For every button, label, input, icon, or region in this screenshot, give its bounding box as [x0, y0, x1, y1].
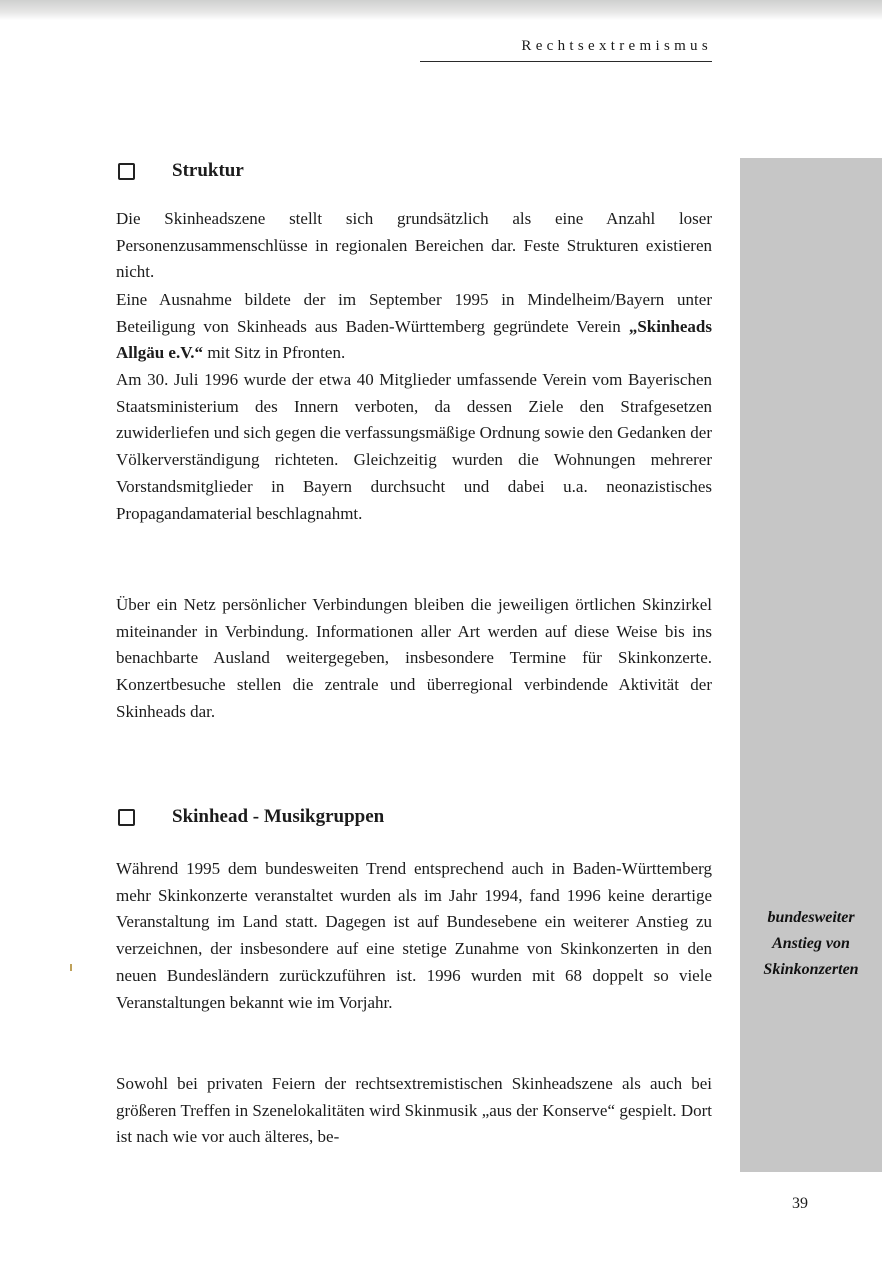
checkbox-bullet-icon — [118, 163, 135, 180]
margin-note-line: bundesweiter — [767, 909, 855, 926]
page-number: 39 — [792, 1195, 808, 1212]
paragraph: Die Skinheadszene stellt sich grundsätzlich als eine Anzahl loser Personenzusammenschlüsse in regionalen Bereichen dar. Feste Strukturen existieren nicht. — [116, 209, 712, 282]
paragraph: Am 30. Juli 1996 wurde der etwa 40 Mitglieder umfassende Verein vom Bayerischen Staatsministerium des Innern verboten, da dessen Ziele den Strafgesetzen zuwiderliefen und sich gegen die verfassungsmäßige Ordnung sowie den Gedanken der Völkerverständigung richteten. Gleichzeitig wurden die Wohnungen mehrerer Vorstandsmitglieder in Bayern durchsucht und dabei u.a. neonazistisches Propagandamaterial beschlagnahmt. — [116, 370, 712, 523]
margin-note-line: Skinkonzerten — [763, 961, 859, 978]
association-name: „Skinheads Allgäu e.V.“ — [116, 316, 712, 363]
section-heading-text: Struktur — [172, 160, 244, 181]
section-heading-struktur — [118, 158, 244, 184]
paragraph: Über ein Netz persönlicher Verbindungen bleiben die jeweiligen örtlichen Skinzirkel miteinander in Verbindung. Informationen aller Art werden auf diese Weise bis ins benachbarte Ausland weitergegeben, insbesondere Termine für Skinkonzerte. Konzertbesuche stellen die zentrale und überregional verbindende Aktivität der Skinheads dar. — [116, 595, 712, 721]
running-head: Rechtsextremismus — [420, 38, 712, 62]
scan-artifact — [70, 964, 72, 971]
section-heading-text: Skinhead - Musikgruppen — [172, 806, 385, 827]
margin-column — [740, 158, 882, 1172]
checkbox-bullet-icon — [118, 809, 135, 826]
paragraph — [116, 287, 712, 367]
scan-top-shadow — [0, 0, 882, 20]
paragraph-text: mit Sitz in Pfronten. — [203, 343, 346, 363]
margin-note-line: Anstieg von — [772, 935, 850, 952]
paragraph: Während 1995 dem bundesweiten Trend entsprechend auch in Baden-Württemberg mehr Skinkonzerte veranstaltet wurden als im Jahr 1994, fand 1996 keine derartige Veranstaltung im Land statt. Dagegen ist auf Bundesebene ein weiterer Anstieg zu verzeichnen, der insbesondere auf eine stetige Zunahme von Skinkonzerten in den neuen Bundesländern zurückzuführen ist. 1996 wurden mit 68 doppelt so viele Veranstaltungen bekannt wie im Vorjahr. — [116, 859, 712, 1012]
section-heading-musikgruppen — [118, 804, 384, 830]
margin-note — [743, 905, 879, 983]
paragraph: Sowohl bei privaten Feiern der rechtsextremistischen Skinheadszene als auch bei größeren Treffen in Szenelokalitäten wird Skinmusik „aus der Konserve“ gespielt. Dort ist nach wie vor auch älteres, be- — [116, 1074, 712, 1147]
paragraph-text: Eine Ausnahme bildete der im September 1995 in Mindelheim/Bayern unter Beteiligung von Skinheads aus Baden-Württemberg gegründete Verein — [116, 290, 712, 336]
